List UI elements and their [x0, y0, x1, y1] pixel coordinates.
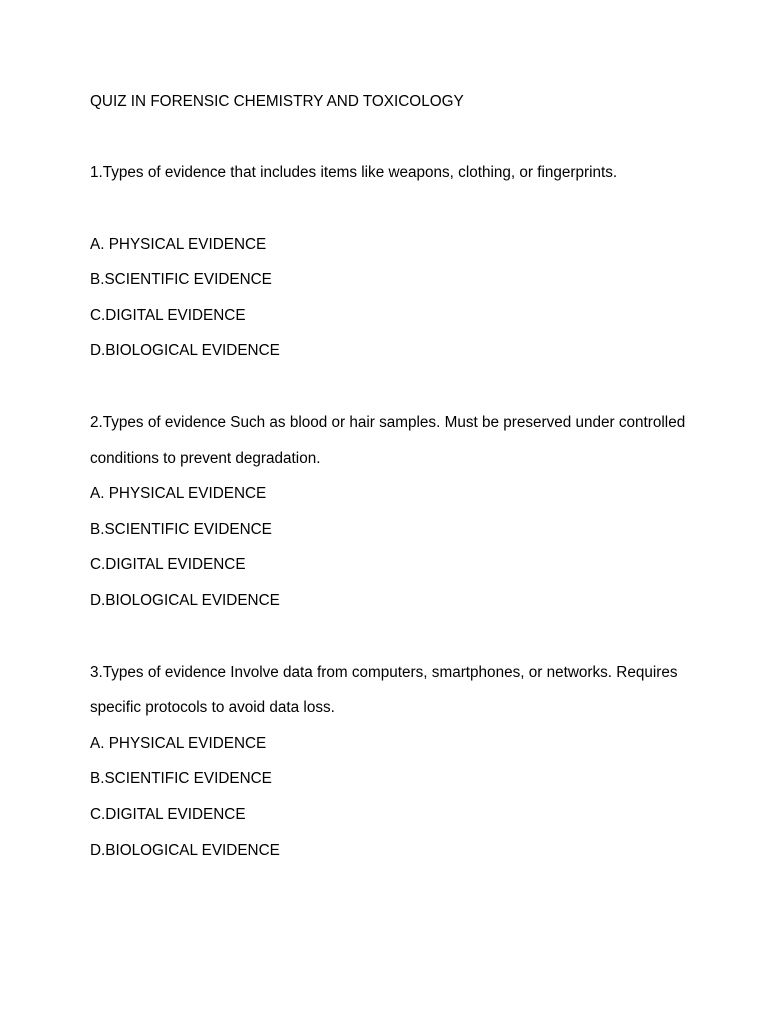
question-1-option-c: C.DIGITAL EVIDENCE	[90, 307, 246, 324]
question-2-text-line-2: conditions to prevent degradation.	[90, 450, 321, 467]
question-3-option-a: A. PHYSICAL EVIDENCE	[90, 735, 267, 752]
question-3-option-c: C.DIGITAL EVIDENCE	[90, 806, 246, 823]
question-3-option-d: D.BIOLOGICAL EVIDENCE	[90, 842, 280, 859]
question-3-option-b: B.SCIENTIFIC EVIDENCE	[90, 770, 272, 787]
question-3-text-line-2: specific protocols to avoid data loss.	[90, 699, 335, 716]
question-2-option-b: B.SCIENTIFIC EVIDENCE	[90, 521, 272, 538]
question-3-text-line-1: 3.Types of evidence Involve data from computers, smartphones, or networks. Requires	[90, 664, 678, 681]
question-1-option-b: B.SCIENTIFIC EVIDENCE	[90, 271, 272, 288]
question-1-option-a: A. PHYSICAL EVIDENCE	[90, 236, 267, 253]
question-2-option-d: D.BIOLOGICAL EVIDENCE	[90, 592, 280, 609]
question-1-option-d: D.BIOLOGICAL EVIDENCE	[90, 342, 280, 359]
question-2-option-a: A. PHYSICAL EVIDENCE	[90, 485, 267, 502]
question-2-option-c: C.DIGITAL EVIDENCE	[90, 556, 246, 573]
question-1-text: 1.Types of evidence that includes items like weapons, clothing, or fingerprints.	[90, 164, 618, 181]
question-2-text-line-1: 2.Types of evidence Such as blood or hair samples. Must be preserved under controlled	[90, 414, 686, 431]
quiz-title: QUIZ IN FORENSIC CHEMISTRY AND TOXICOLOGY	[90, 93, 464, 110]
